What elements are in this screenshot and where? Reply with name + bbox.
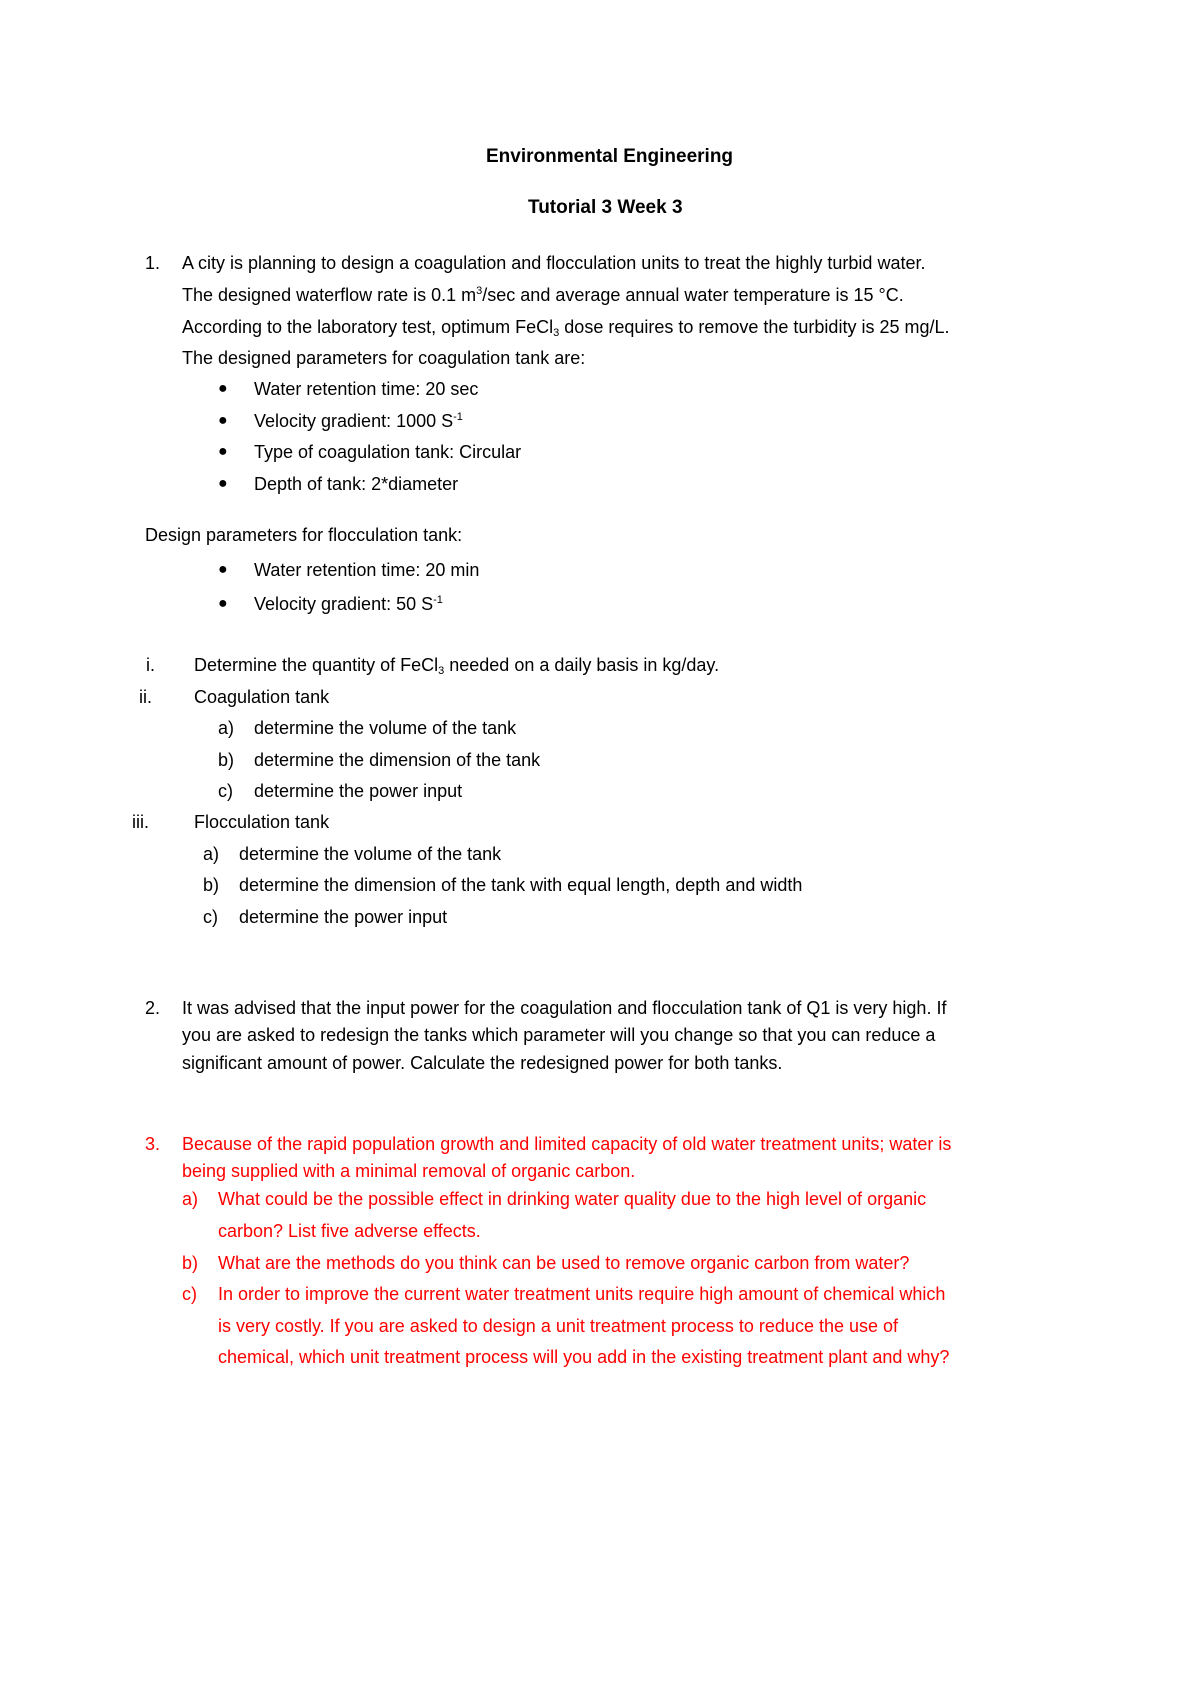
bullet-icon: ● xyxy=(218,475,228,492)
part-i-text xyxy=(194,654,719,676)
q1-intro-line-2 xyxy=(182,284,904,306)
q3-sub-a-line-2: carbon? List five adverse effects. xyxy=(218,1221,481,1241)
bullet-icon: ● xyxy=(218,561,228,578)
coag-param-3: Type of coagulation tank: Circular xyxy=(254,442,522,462)
part-numeral-i: i. xyxy=(146,655,155,675)
coag-sub-a-letter: a) xyxy=(218,718,235,738)
q2-line-1: It was advised that the input power for the coagulation and flocculation tank of Q1 is very high. If xyxy=(182,998,947,1018)
q3-sub-c-line-1: In order to improve the current water treatment units require high amount of chemical which xyxy=(218,1284,946,1304)
q1-dose-sub: 3 xyxy=(553,327,560,339)
q3-line-1: Because of the rapid population growth and limited capacity of old water treatment units; water is xyxy=(182,1134,952,1154)
coag-sub-a-text: determine the volume of the tank xyxy=(254,718,517,738)
q3-line-2: being supplied with a minimal removal of organic carbon. xyxy=(182,1161,636,1181)
coag-sub-b-letter: b) xyxy=(218,750,235,770)
coag-param-2-sup: -1 xyxy=(453,411,463,423)
q2-number: 2. xyxy=(145,998,161,1018)
q3-sub-a-line-1: What could be the possible effect in drinking water quality due to the high level of organic xyxy=(218,1189,927,1209)
coag-param-4: Depth of tank: 2*diameter xyxy=(254,474,459,494)
coag-sub-b-text: determine the dimension of the tank xyxy=(254,750,541,770)
q1-number: 1. xyxy=(145,253,161,273)
q3-sub-a-letter: a) xyxy=(182,1189,199,1209)
coag-param-1: Water retention time: 20 sec xyxy=(254,379,479,399)
floc-sub-a-letter: a) xyxy=(203,844,220,864)
q3-sub-c-line-3: chemical, which unit treatment process will you add in the existing treatment plant and why? xyxy=(218,1347,950,1367)
floc-heading: Design parameters for flocculation tank: xyxy=(145,525,463,545)
part-iii-text: Flocculation tank xyxy=(194,812,330,832)
page-subtitle: Tutorial 3 Week 3 xyxy=(528,197,683,218)
page-title: Environmental Engineering xyxy=(486,146,734,167)
floc-sub-c-letter: c) xyxy=(203,907,218,927)
q2-line-3: significant amount of power. Calculate the redesigned power for both tanks. xyxy=(182,1053,783,1073)
coag-sub-c-text: determine the power input xyxy=(254,781,463,801)
bullet-icon: ● xyxy=(218,595,228,612)
part-i-text-pre: Determine the quantity of FeCl xyxy=(194,655,439,675)
q3-sub-b-letter: b) xyxy=(182,1253,199,1273)
floc-sub-b-letter: b) xyxy=(203,875,220,895)
bullet-icon: ● xyxy=(218,380,228,397)
part-i-sub: 3 xyxy=(438,665,445,677)
coag-param-2-text: Velocity gradient: 1000 S xyxy=(254,411,454,431)
floc-sub-b-text: determine the dimension of the tank with equal length, depth and width xyxy=(239,875,803,895)
q1-flow-sup: 3 xyxy=(476,285,483,297)
floc-param-1: Water retention time: 20 min xyxy=(254,560,480,580)
floc-sub-c-text: determine the power input xyxy=(239,907,448,927)
q1-dose-text-post: dose requires to remove the turbidity is 25 mg/L. xyxy=(559,317,950,337)
q1-intro-line-3 xyxy=(182,316,950,338)
q3-number: 3. xyxy=(145,1134,161,1154)
q2-line-2: you are asked to redesign the tanks which parameter will you change so that you can reduce a xyxy=(182,1025,936,1045)
floc-sub-a-text: determine the volume of the tank xyxy=(239,844,502,864)
q1-flow-text-post: /sec and average annual water temperature is 15 °C. xyxy=(482,285,904,305)
floc-param-2-sup: -1 xyxy=(433,594,443,606)
bullet-icon: ● xyxy=(218,412,228,429)
q1-flow-text: The designed waterflow rate is 0.1 m xyxy=(182,285,477,305)
part-numeral-iii: iii. xyxy=(132,812,149,832)
q1-intro-line-1: A city is planning to design a coagulation and flocculation units to treat the highly turbid water. xyxy=(182,253,926,273)
coag-param-2 xyxy=(254,410,463,432)
part-numeral-ii: ii. xyxy=(139,687,152,707)
q1-intro-line-4: The designed parameters for coagulation tank are: xyxy=(182,348,586,368)
q3-sub-c-letter: c) xyxy=(182,1284,197,1304)
bullet-icon: ● xyxy=(218,443,228,460)
floc-param-2-text: Velocity gradient: 50 S xyxy=(254,594,434,614)
q3-sub-b-line-1: What are the methods do you think can be used to remove organic carbon from water? xyxy=(218,1253,910,1273)
part-i-text-post: needed on a daily basis in kg/day. xyxy=(444,655,720,675)
floc-param-2 xyxy=(254,593,443,615)
q1-dose-text: According to the laboratory test, optimum FeCl xyxy=(182,317,554,337)
part-ii-text: Coagulation tank xyxy=(194,687,330,707)
q3-sub-c-line-2: is very costly. If you are asked to design a unit treatment process to reduce the use of xyxy=(218,1316,899,1336)
coag-sub-c-letter: c) xyxy=(218,781,233,801)
